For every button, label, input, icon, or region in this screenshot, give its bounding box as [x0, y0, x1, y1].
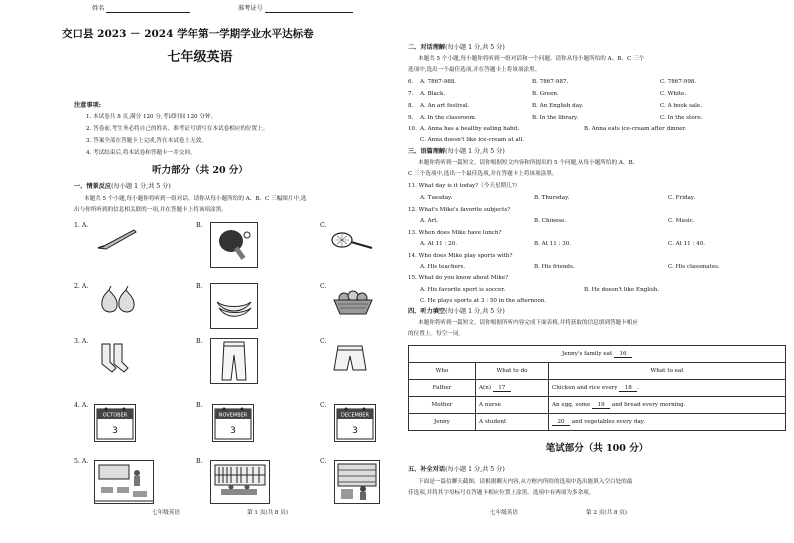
section4-instructions: 的位置上。每空一词。: [408, 331, 464, 337]
question-text: 12. What's Mike's favorite subjects?: [408, 207, 511, 213]
table-title-row: [409, 346, 786, 363]
answer-blank: 20: [552, 419, 570, 426]
notice-item: 3. 答案全部在答题卡上完成,答在本试卷上无效。: [86, 138, 207, 144]
calendar-month-label: OCTOBER: [102, 412, 128, 419]
option-c: C. A book sale.: [660, 103, 703, 109]
option-c: C. Music.: [668, 218, 695, 224]
notice-item: 4. 考试结束后,将本试卷和答题卡一并交回。: [86, 150, 196, 156]
option-a: A. Anna has a healthy eating habit.: [420, 126, 520, 132]
option-c: C. 7867-998.: [660, 79, 697, 85]
table-header-row: [409, 363, 786, 380]
notice-heading: 注意事项:: [74, 102, 102, 109]
option-b: B. He doesn't like English.: [584, 287, 660, 293]
option-label: B.: [196, 283, 203, 290]
option-a: A. His favorite sport is soccer.: [420, 287, 506, 293]
calendar-month-label: NOVEMBER: [218, 412, 248, 419]
question-number: 10.: [408, 126, 417, 132]
notice-item: 1. 本试卷共 8 页,满分 120 分,考试时间 120 分钟。: [86, 114, 217, 120]
section4-instructions: 本题你将听到一篇短文。请你根据所听内容完成下面表格,并将获取的信息填到答题卡相应: [418, 320, 638, 326]
option-b: B. At 11 : 30.: [534, 241, 572, 247]
option-c: C. In the store.: [660, 115, 703, 121]
section1-instructions: 本题共 5 个小题,每小题你将听到一组对话。请你从每小题所给的 A、B、C 三幅图片中,选: [84, 196, 307, 202]
calendar-day-label: 3: [352, 426, 358, 436]
option-label: B.: [196, 222, 203, 229]
question-number: 8.: [408, 103, 414, 109]
question-number: 5. A.: [74, 458, 89, 465]
option-a: A. An art festival.: [420, 103, 470, 109]
answer-blank: 16: [614, 351, 632, 358]
section1-heading: 一、情景反应(每小题 1 分,共 5 分): [74, 183, 171, 190]
exam-title: 交口县 2023 － 2024 学年第一学期学业水平达标卷: [62, 28, 314, 40]
table-row: [409, 380, 786, 397]
listening-table: [408, 345, 786, 431]
calendar-december-icon: [334, 404, 376, 442]
option-b: B. 7867-987.: [532, 79, 569, 85]
option-c: C. White.: [660, 91, 687, 97]
option-label: B.: [196, 458, 203, 465]
calendar-day-label: 3: [230, 426, 236, 436]
pears-icon: [96, 286, 140, 316]
option-a: A. 7867-988.: [420, 79, 457, 85]
exam-id-field-label: 准考证号: [238, 5, 353, 13]
column-header: What to eat: [549, 363, 786, 380]
footer-page-number: 第 2 页(共 8 页): [586, 510, 627, 516]
section3-heading: 三、语篇理解(每小题 1 分,共 5 分): [408, 148, 505, 155]
option-a: A. Tuesday.: [420, 195, 453, 201]
fruit-basket-icon: [330, 288, 376, 316]
option-a: A. Black.: [420, 91, 446, 97]
baseball-bat-icon: [94, 226, 138, 252]
option-b: B. An English day.: [532, 103, 584, 109]
section5-instructions: 佳选项,并将其字母标号在答题卡相应位置上涂黑。选项中有两项为多余项。: [408, 490, 595, 496]
option-a: A. Art.: [420, 218, 439, 224]
section1-instructions: 出与你所听到的信息相关联的一项,并在答题卡上将该项涂黑。: [74, 207, 227, 213]
option-label: C.: [320, 283, 327, 290]
table-cell: Father: [409, 380, 476, 397]
section5-instructions: 下面是一篇信聊天截图。请根据聊天内容,从方框内所给的选项中选出能填入空白处的最: [418, 479, 633, 485]
section2-instructions: 本题共 5 个小题,每小题你将听到一组对话和一个问题。请你从每小题所给的 A、B、C 三个: [418, 56, 645, 62]
table-cell: Mother: [409, 397, 476, 414]
written-section-title: 笔试部分（共 100 分）: [545, 443, 649, 454]
notice-item: 2. 答卷前,考生务必将自己的姓名、准考证号填写在本试卷相应的位置上。: [86, 126, 269, 132]
option-b: B. Chinese.: [534, 218, 567, 224]
exam-subtitle: 七年级英语: [167, 50, 233, 65]
option-b: B. In the library.: [532, 115, 579, 121]
option-label: C.: [320, 458, 327, 465]
question-text: 13. When does Mike have lunch?: [408, 230, 502, 236]
calendar-day-label: 3: [112, 426, 118, 436]
question-text: 14. Who does Mike play sports with?: [408, 253, 513, 259]
answer-blank: 18: [619, 385, 637, 392]
table-cell: Chicken and rice every 18 .: [549, 380, 786, 397]
question-number: 1. A.: [74, 222, 89, 229]
option-label: C.: [320, 338, 327, 345]
exam-page-2: [400, 0, 794, 543]
shorts-icon: [332, 344, 368, 374]
option-label: C.: [320, 222, 327, 229]
option-label: B.: [196, 402, 203, 409]
bananas-icon: [210, 283, 258, 329]
column-header: Who: [409, 363, 476, 380]
section3-instructions: C 三个选项中,选出一个最佳选项,并在答题卡上将该项涂黑。: [408, 171, 558, 177]
option-a: A. In the classroom.: [420, 115, 477, 121]
ping-pong-paddle-icon: [210, 222, 258, 268]
table-row: [409, 397, 786, 414]
question-number: 4. A.: [74, 402, 89, 409]
question-text: 15. What do you know about Mike?: [408, 275, 509, 281]
store-scene-icon: [334, 460, 380, 504]
table-title: Jenny's family eat 16: [409, 346, 786, 363]
option-b: B. Thursday.: [534, 195, 570, 201]
option-label: B.: [196, 338, 203, 345]
question-text: 11. What day is it today?（今天星期几?）: [408, 183, 521, 189]
question-number: 3. A.: [74, 338, 89, 345]
listening-section-title: 听力部分（共 20 分）: [152, 165, 248, 176]
table-cell: Jenny: [409, 414, 476, 431]
column-header: What to do: [476, 363, 549, 380]
option-b: B. Green.: [532, 91, 559, 97]
question-number: 7.: [408, 91, 414, 97]
section4-heading: 四、听力填空(每小题 1 分,共 5 分): [408, 308, 505, 315]
table-cell: A nurse: [476, 397, 549, 414]
answer-blank: 19: [592, 402, 610, 409]
classroom-scene-icon: [94, 460, 154, 504]
answer-blank: 17: [493, 385, 511, 392]
section2-instructions: 选项中,选出一个最佳选项,并在答题卡上将该项涂黑。: [408, 67, 541, 73]
option-c: C. Anna doesn't like ice-cream at all.: [420, 137, 525, 143]
table-cell: An egg, some 19 and bread every morning.: [549, 397, 786, 414]
option-c: C. At 11 : 40.: [668, 241, 706, 247]
footer-page-number: 第 1 页(共 8 页): [247, 510, 288, 516]
option-c: C. His classmates.: [668, 264, 720, 270]
footer-subject: 七年级英语: [490, 510, 518, 516]
option-c: C. He plays sports at 3 : 50 in the afternoon.: [420, 298, 547, 304]
tennis-racket-icon: [330, 228, 376, 252]
option-c: C. Friday.: [668, 195, 696, 201]
table-cell: A(n) 17: [476, 380, 549, 397]
calendar-october-icon: [94, 404, 136, 442]
question-number: 6.: [408, 79, 414, 85]
socks-icon: [96, 342, 136, 376]
section2-heading: 二、对话理解(每小题 1 分,共 5 分): [408, 44, 505, 51]
option-a: A. His teachers.: [420, 264, 466, 270]
question-number: 2. A.: [74, 283, 89, 290]
question-number: 9.: [408, 115, 414, 121]
trousers-icon: [210, 338, 258, 384]
library-scene-icon: [210, 460, 270, 504]
table-cell: 20 and vegetables every day.: [549, 414, 786, 431]
calendar-month-label: DECEMBER: [340, 412, 370, 419]
option-a: A. At 11 : 20.: [420, 241, 458, 247]
footer-subject: 七年级英语: [152, 510, 180, 516]
table-cell: A student: [476, 414, 549, 431]
name-field-label: 姓名: [92, 5, 190, 13]
table-row: [409, 414, 786, 431]
option-label: C.: [320, 402, 327, 409]
option-b: B. His friends.: [534, 264, 575, 270]
option-b: B. Anna eats ice-cream after dinner.: [584, 126, 687, 132]
section3-instructions: 本题你将听到一篇短文。请你根据短文内容和所提出的 5 个问题,从每小题所给的 A、B、: [418, 160, 639, 166]
section5-heading: 五、补全对话(每小题 1 分,共 5 分): [408, 466, 505, 473]
calendar-november-icon: [212, 404, 254, 442]
